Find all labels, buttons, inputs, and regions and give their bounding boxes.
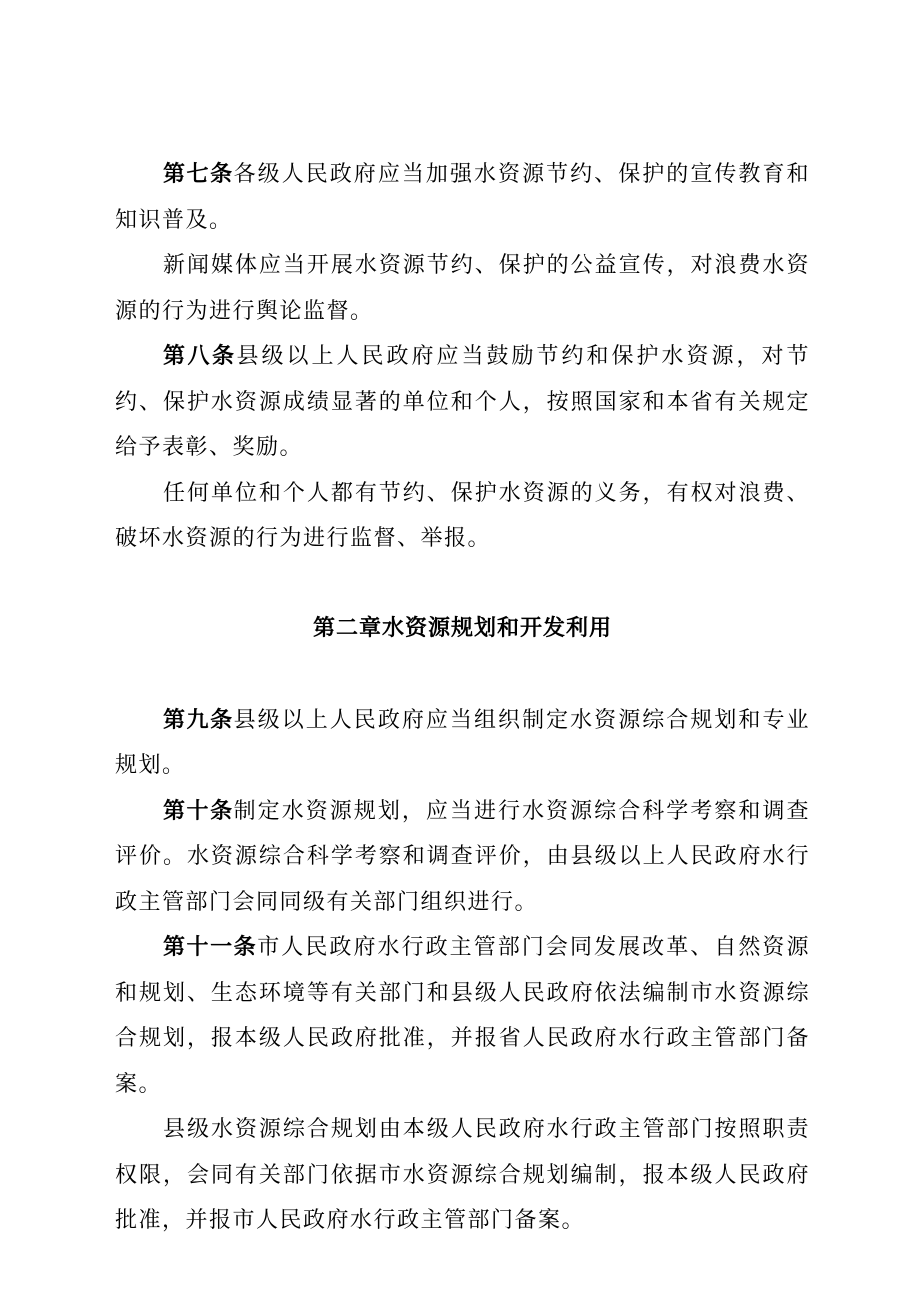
spacer (115, 562, 810, 606)
spacer (115, 651, 810, 698)
article-number: 第十条 (163, 798, 234, 824)
article-number: 第十一条 (163, 935, 258, 960)
paragraph-text: 县级以上人民政府应当组织制定水资源综合规划和专业规划。 (115, 707, 810, 778)
article-number: 第八条 (163, 344, 237, 369)
paragraph-text: 新闻媒体应当开展水资源节约、保护的公益宣传，对浪费水资源的行为进行舆论监督。 (115, 253, 810, 324)
paragraph-text: 各级人民政府应当加强水资源节约、保护的宣传教育和知识普及。 (115, 162, 810, 233)
article-7-paragraph (115, 152, 810, 243)
paragraph-text: 制定水资源规划，应当进行水资源综合科学考察和调查评价。水资源综合科学考察和调查评价，由县级以上人民政府水行政主管部门会同同级有关部门组织进行。 (115, 798, 810, 915)
document-page (115, 152, 810, 1244)
paragraph-text: 市人民政府水行政主管部门会同发展改革、自然资源和规划、生态环境等有关部门和县级人民政府依法编制市水资源综合规划，报本级人民政府批准，并报省人民政府水行政主管部门备案。 (115, 935, 810, 1097)
article-number: 第七条 (163, 162, 234, 187)
article-7-paragraph-2 (115, 243, 810, 334)
paragraph-text: 县级水资源综合规划由本级人民政府水行政主管部门按照职责权限，会同有关部门依据市水资源综合规划编制，报本级人民政府批准，并报市人民政府水行政主管部门备案。 (115, 1117, 810, 1233)
paragraph-text: 任何单位和个人都有节约、保护水资源的义务，有权对浪费、破坏水资源的行为进行监督、举报。 (115, 480, 810, 551)
paragraph-text: 县级以上人民政府应当鼓励节约和保护水资源，对节约、保护水资源成绩显著的单位和个人，按照国家和本省有关规定给予表彰、奖励。 (115, 344, 810, 460)
article-9-paragraph (115, 698, 810, 789)
article-8-paragraph (115, 334, 810, 471)
chapter-title: 第二章水资源规划和开发利用 (312, 615, 612, 641)
article-8-paragraph-2 (115, 471, 810, 562)
article-number: 第九条 (163, 707, 234, 733)
article-10-paragraph (115, 789, 810, 926)
article-11-paragraph-2 (115, 1107, 810, 1244)
article-11-paragraph (115, 925, 810, 1107)
